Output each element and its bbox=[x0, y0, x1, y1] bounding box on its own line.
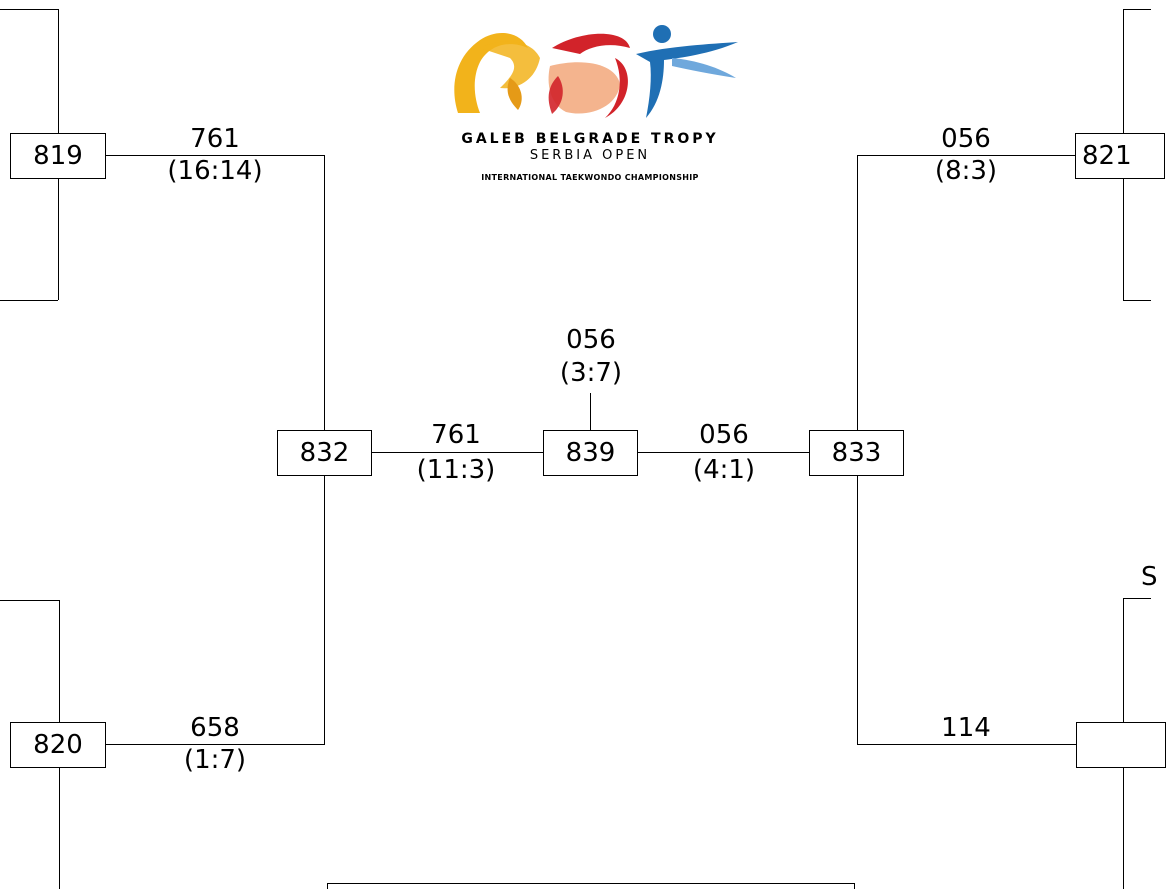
bracket-line bbox=[0, 600, 59, 601]
match-box-839[interactable]: 839 bbox=[543, 430, 638, 476]
bracket-line bbox=[857, 155, 858, 431]
result-score-832: (11:3) bbox=[416, 455, 496, 485]
final-winner: 056 bbox=[566, 325, 616, 355]
match-box-832[interactable]: 832 bbox=[277, 430, 372, 476]
match-box-819[interactable]: 819 bbox=[10, 133, 106, 179]
result-winner-833: 056 bbox=[699, 420, 749, 450]
bracket-line bbox=[1123, 598, 1124, 722]
result-score-820: (1:7) bbox=[183, 745, 247, 775]
bracket-line bbox=[0, 9, 58, 10]
bracket-line bbox=[857, 744, 1077, 745]
logo-title: GALEB BELGRADE TROPY bbox=[461, 131, 719, 147]
match-box-820[interactable]: 820 bbox=[10, 722, 106, 768]
match-box-833[interactable]: 833 bbox=[809, 430, 904, 476]
logo-emblem-icon bbox=[440, 18, 740, 123]
logo-tagline: INTERNATIONAL TAEKWONDO CHAMPIONSHIP bbox=[481, 173, 699, 182]
bracket-line bbox=[1123, 177, 1124, 301]
bracket-line bbox=[1123, 9, 1151, 10]
match-box-821[interactable]: 821 bbox=[1075, 133, 1165, 179]
result-score-821: (8:3) bbox=[934, 156, 998, 186]
bracket-line bbox=[1123, 767, 1124, 889]
bracket-line bbox=[854, 883, 855, 889]
result-winner-832: 761 bbox=[431, 420, 481, 450]
bracket-line bbox=[324, 155, 325, 431]
bracket-line bbox=[327, 883, 855, 884]
bracket-line bbox=[1123, 598, 1151, 599]
bracket-line bbox=[637, 452, 809, 453]
final-score: (3:7) bbox=[559, 358, 623, 388]
result-winner-right-lower: 114 bbox=[941, 713, 991, 743]
result-winner-821: 056 bbox=[941, 124, 991, 154]
bracket-line bbox=[327, 883, 328, 889]
match-box-empty[interactable] bbox=[1076, 722, 1166, 768]
result-winner-819: 761 bbox=[190, 124, 240, 154]
bracket-line bbox=[1123, 300, 1151, 301]
bracket-line bbox=[590, 393, 591, 430]
bracket-line bbox=[324, 476, 325, 745]
result-score-833: (4:1) bbox=[692, 455, 756, 485]
bracket-line bbox=[1123, 9, 1124, 133]
result-score-819: (16:14) bbox=[167, 156, 263, 186]
bracket-line bbox=[0, 300, 58, 301]
bracket-line bbox=[371, 452, 543, 453]
bracket-line bbox=[857, 476, 858, 745]
edge-partial-label: S bbox=[1141, 562, 1158, 592]
championship-logo bbox=[440, 18, 740, 188]
logo-subtitle: SERBIA OPEN bbox=[529, 148, 651, 163]
result-winner-820: 658 bbox=[190, 713, 240, 743]
